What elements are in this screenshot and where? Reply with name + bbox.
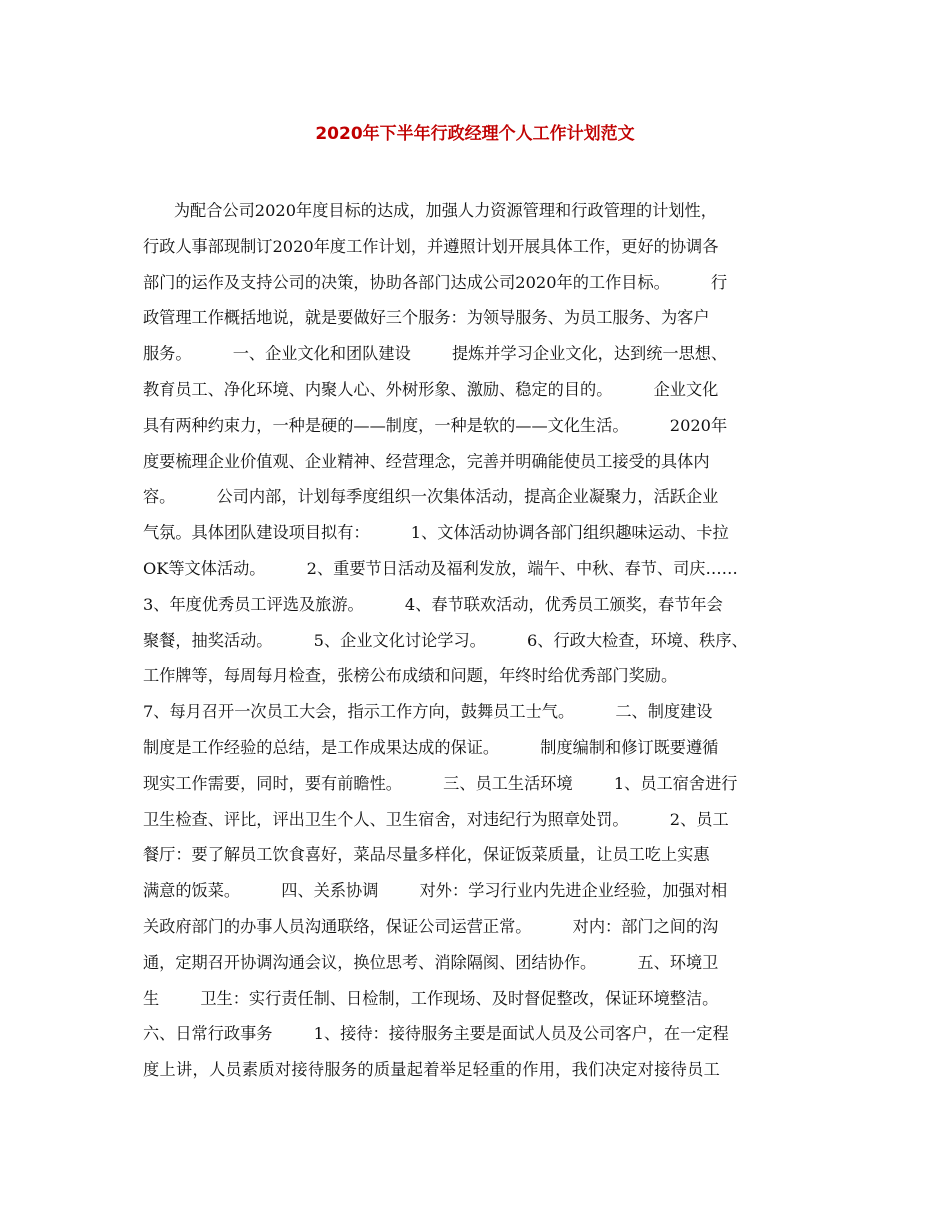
- body-line: 3、年度优秀员工评选及旅游。 4、春节联欢活动，优秀员工颁奖，春节年会: [143, 594, 723, 614]
- body-line: 制度是工作经验的总结，是工作成果达成的保证。 制度编制和修订既要遵循: [143, 737, 719, 757]
- document-title: 2020年下半年行政经理个人工作计划范文: [315, 124, 635, 144]
- body-line: 服务。 一、企业文化和团队建设 提炼并学习企业文化，达到统一思想、: [143, 344, 728, 364]
- body-line: 餐厅：要了解员工饮食喜好，菜品尽量多样化，保证饭菜质量，让员工吃上实惠: [143, 845, 710, 865]
- body-line: 工作牌等，每周每月检查，张榜公布成绩和问题，年终时给优秀部门奖励。: [143, 666, 678, 686]
- body-line: 政管理工作概括地说，就是要做好三个服务：为领导服务、为员工服务、为客户: [143, 308, 710, 328]
- body-line: 度上讲，人员素质对接待服务的质量起着举足轻重的作用，我们决定对接待员工: [143, 1060, 721, 1080]
- body-line: 满意的饭菜。 四、关系协调 对外：学习行业内先进企业经验，加强对相: [143, 881, 728, 901]
- body-line: 生 卫生：实行责任制、日检制，工作现场、及时督促整改，保证环境整洁。: [143, 988, 719, 1008]
- body-line: 教育员工、净化环境、内聚人心、外树形象、激励、稳定的目的。 企业文化: [143, 379, 719, 399]
- body-line: 部门的运作及支持公司的决策，协助各部门达成公司2020年的工作目标。 行: [143, 272, 728, 292]
- body-line: 度要梳理企业价值观、企业精神、经营理念，完善并明确能使员工接受的具体内: [143, 451, 710, 471]
- body-line: 关政府部门的办事人员沟通联络，保证公司运营正常。 对内：部门之间的沟: [143, 916, 719, 936]
- document-body: [143, 193, 813, 1088]
- body-line: 容。 公司内部，计划每季度组织一次集体活动，提高企业凝聚力，活跃企业: [143, 487, 719, 507]
- body-line: 通，定期召开协调沟通会议，换位思考、消除隔阂、团结协作。 五、环境卫: [143, 952, 719, 972]
- body-line: 气氛。具体团队建设项目拟有： 1、文体活动协调各部门组织趣味运动、卡拉: [143, 523, 729, 543]
- body-line: OK等文体活动。 2、重要节日活动及福利发放，端午、中秋、春节、司庆……: [143, 558, 738, 578]
- body-line: 聚餐，抽奖活动。 5、企业文化讨论学习。 6、行政大检查，环境、秩序、: [143, 630, 748, 650]
- body-line: 行政人事部现制订2020年度工作计划，并遵照计划开展具体工作，更好的协调各: [143, 236, 719, 256]
- body-line: 具有两种约束力，一种是硬的——制度，一种是软的——文化生活。 2020年: [143, 415, 728, 435]
- body-line: 现实工作需要，同时，要有前瞻性。 三、员工生活环境 1、员工宿舍进行: [143, 773, 738, 793]
- body-line: 卫生检查、评比，评出卫生个人、卫生宿舍，对违纪行为照章处罚。 2、员工: [143, 809, 729, 829]
- body-line: 为配合公司2020年度目标的达成，加强人力资源管理和行政管理的计划性，: [143, 201, 717, 220]
- body-line: 7、每月召开一次员工大会，指示工作方向，鼓舞员工士气。 二、制度建设: [143, 702, 713, 722]
- body-line: 六、日常行政事务 1、接待：接待服务主要是面试人员及公司客户，在一定程: [143, 1024, 729, 1044]
